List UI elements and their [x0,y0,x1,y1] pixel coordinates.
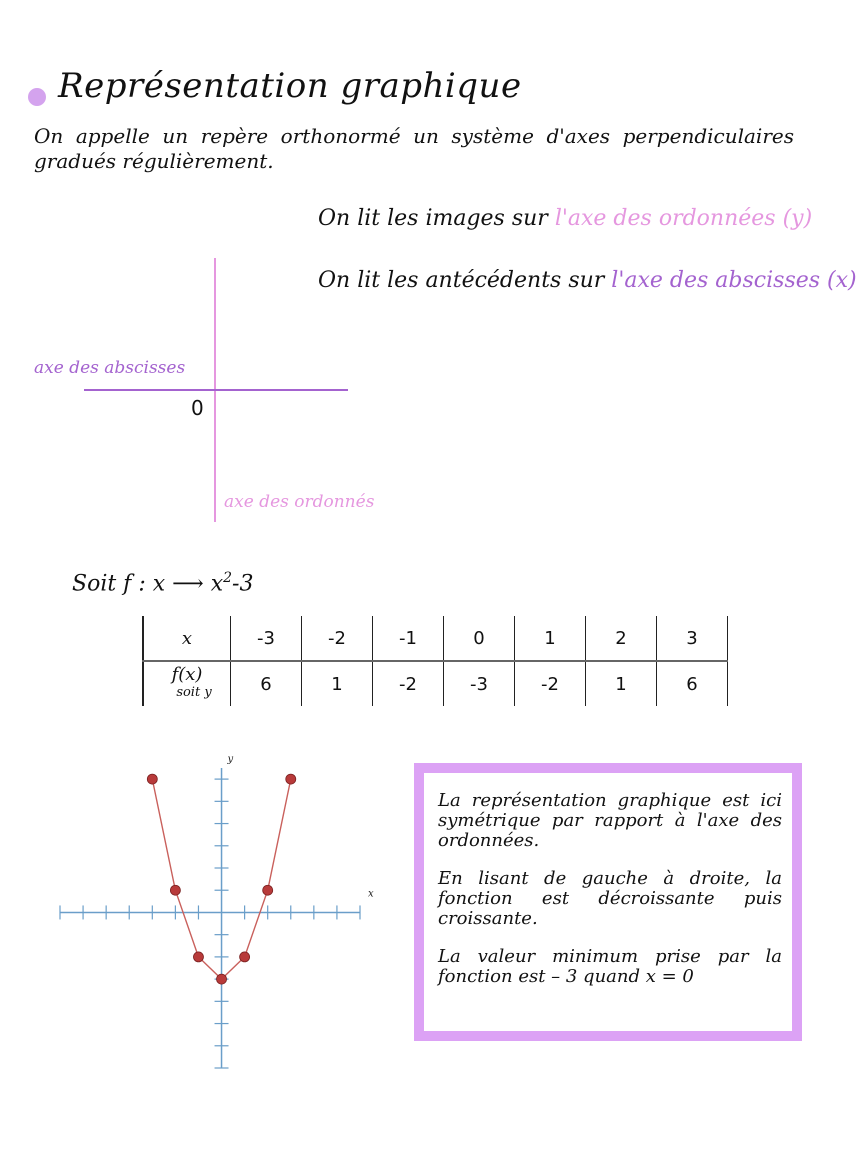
data-point [193,952,203,962]
x-axis-label: x [368,888,374,900]
table-cell: -2 [515,661,586,706]
conclusion-symmetry: La représentation graphique est ici symétrique par rapport à l'axe des ordonnées. [438,790,782,851]
title-bullet [28,88,46,106]
conclusion-box [414,763,802,1041]
function-expr-exponent: 2 [223,570,233,586]
data-point [240,952,250,962]
data-point [217,974,227,984]
read-antecedents-highlight: l'axe des abscisses (x) [611,268,857,293]
function-prefix: Soit f : x [72,571,166,597]
conclusion-minimum: La valeur minimum prise par la fonction est – 3 quand x = 0 [438,946,782,987]
maps-to-arrow: ⟶ [172,571,204,597]
table-cell: -1 [373,616,444,661]
data-point [263,885,273,895]
fx-sublabel: soit y [176,685,212,700]
table-row-fx [143,661,728,706]
table-cell: -2 [373,661,444,706]
table-header-x: x [143,616,231,661]
table-cell: 0 [444,616,515,661]
data-point [286,774,296,784]
read-antecedents-prefix: On lit les antécédents sur [318,268,612,293]
read-antecedents-line [318,268,857,293]
table-header-fx [143,661,231,706]
fx-label: f(x) [171,664,203,685]
function-definition [72,570,253,596]
table-cell: -3 [444,661,515,706]
read-images-prefix: On lit les images sur [318,206,555,231]
table-cell: -2 [302,616,373,661]
read-images-line [318,206,812,231]
intro-text: On appelle un repère orthonormé un système d'axes perpendiculaires gradués régulièrement. [34,124,794,173]
conclusion-text [438,791,782,1005]
table-cell: 2 [586,616,657,661]
table-cell: 6 [231,661,302,706]
abscissa-axis-line [84,389,348,391]
table-cell: -3 [231,616,302,661]
data-point [147,774,157,784]
abscissa-axis-label: axe des abscisses [34,358,186,378]
function-graph [40,748,380,1088]
y-axis-label: y [227,754,234,765]
table-cell: 1 [302,661,373,706]
conclusion-variation: En lisant de gauche à droite, la fonction est décroissante puis croissante. [438,868,782,929]
table-cell: 1 [515,616,586,661]
page-title: Représentation graphique [58,66,522,106]
function-expr-base: x [210,571,224,597]
read-images-highlight: l'axe des ordonnées (y) [554,206,813,231]
table-row-x [143,616,728,661]
table-cell: 1 [586,661,657,706]
ordinate-axis-label: axe des ordonnés [224,492,375,512]
function-expr-rest: -3 [232,571,254,597]
table-cell: 3 [657,616,728,661]
data-point [170,885,180,895]
values-table [142,616,728,706]
origin-label: 0 [191,396,204,420]
table-cell: 6 [657,661,728,706]
